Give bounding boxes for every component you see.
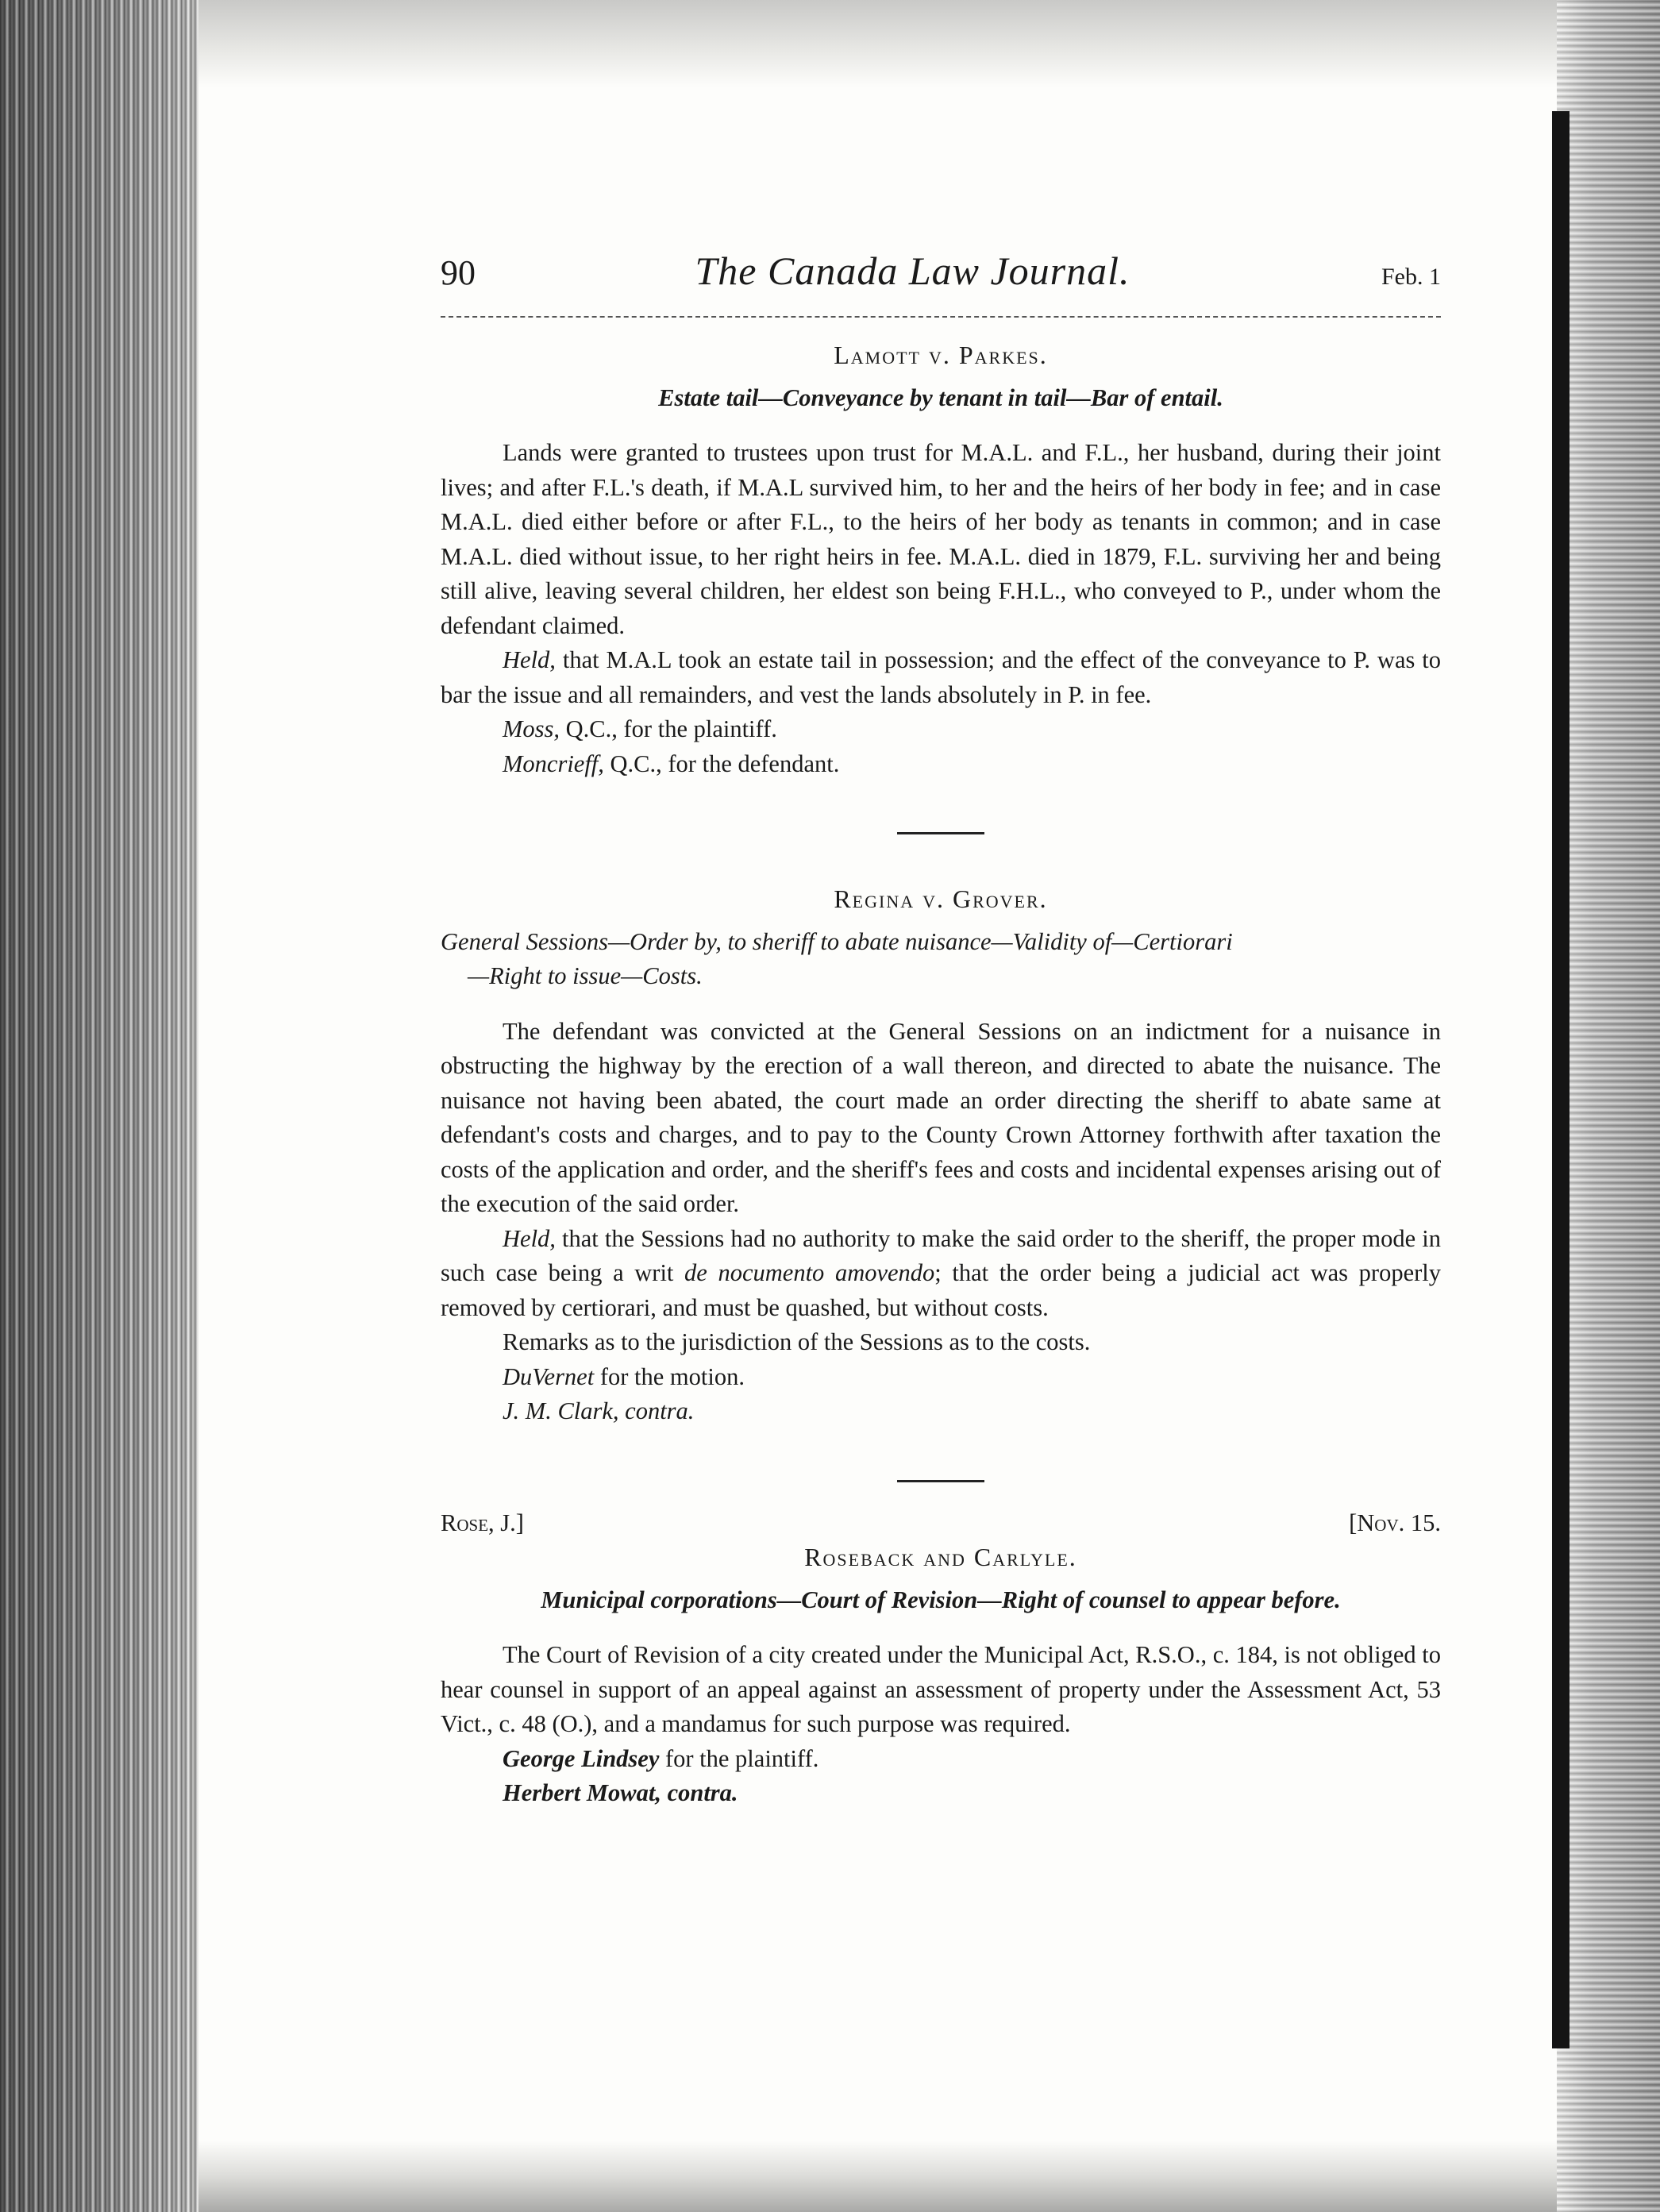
bottom-page-edge	[198, 2141, 1557, 2212]
counsel-role: contra.	[661, 1779, 738, 1806]
case-headnote: Estate tail—Conveyance by tenant in tail—Bar of entail.	[658, 383, 1223, 411]
judge-name: Rose, J.]	[441, 1509, 524, 1536]
journal-page	[441, 249, 1441, 1811]
held-text-end: ; that the order being a judicial act was properly removed by certiorari, and must be quashed, but without costs.	[441, 1259, 1441, 1321]
counsel-name: J. M. Clark,	[503, 1397, 619, 1424]
counsel-role: contra.	[618, 1397, 695, 1424]
held-text: that the Sessions had no authority to make the said order to the sheriff, the proper mode in such case being a writ	[441, 1224, 1441, 1286]
case-headnote: Municipal corporations—Court of Revision—Right of counsel to appear before.	[541, 1586, 1341, 1613]
header-rule	[441, 316, 1441, 318]
case-facts: The defendant was convicted at the General Sessions on an indictment for a nuisance in obstructing the highway by the erection of a wall thereon, and directed to abate the nuisance. The nuisance not having been abated, the court made an order directing the sheriff to abate same at defendant's costs and charges, and to pay to the County Crown Attorney forthwith after taxation the costs of the application and order, and the sheriff's fees and costs and incidental expenses arising out of the execution of the said order.	[441, 1017, 1441, 1217]
writ-name: de nocumento amovendo	[684, 1259, 935, 1286]
counsel-role: Q.C., for the defendant.	[603, 750, 840, 777]
counsel-contra	[441, 1776, 1441, 1811]
counsel-defendant	[441, 747, 1441, 782]
counsel-name: DuVernet	[503, 1362, 595, 1390]
case-headnote	[441, 925, 1441, 994]
running-header	[441, 249, 1441, 310]
case-holding	[441, 1222, 1441, 1326]
counsel-motion	[441, 1360, 1441, 1395]
case-regina-v-grover	[441, 882, 1441, 1429]
journal-title: The Canada Law Journal.	[695, 249, 1130, 293]
case-title: Lamott v. Parkes.	[834, 341, 1048, 369]
counsel-role: Q.C., for the plaintiff.	[560, 715, 777, 742]
case-facts: Lands were granted to trustees upon trust for M.A.L. and F.L., her husband, during their joint lives; and after F.L.'s death, if M.A.L survived him, to her and the heirs of her body in fee; and in case M.A.L. died either before or after F.L., to the heirs of her body as tenants in common; and in case M.A.L. died without issue, to her right heirs in fee. M.A.L. died in 1879, F.L. surviving her and being still alive, leaving several children, her eldest son being F.H.L., who conveyed to P., under whom the defendant claimed.	[441, 439, 1441, 639]
counsel-name: George Lindsey	[503, 1744, 660, 1772]
issue-date: Feb. 1	[1381, 264, 1441, 290]
counsel-role: for the plaintiff.	[659, 1744, 819, 1772]
counsel-plaintiff	[441, 712, 1441, 747]
counsel-name: Herbert Mowat,	[503, 1779, 661, 1806]
top-page-edge	[198, 0, 1557, 87]
case-remarks: Remarks as to the jurisdiction of the Sessions as to the costs.	[503, 1328, 1091, 1355]
case-facts: The Court of Revision of a city created under the Municipal Act, R.S.O., c. 184, is not obliged to hear counsel in support of an appeal against an assessment of property under the Assessment Act, 53 Vict., c. 48 (O.), and a mandamus for such purpose was required.	[441, 1641, 1441, 1737]
held-label: Held,	[503, 1224, 556, 1252]
page-shadow-line	[1552, 111, 1569, 2048]
counsel-contra	[441, 1394, 1441, 1429]
counsel-name: Moss,	[503, 715, 560, 742]
held-label: Held,	[503, 646, 556, 673]
counsel-role: for the motion.	[594, 1362, 745, 1390]
judge-date-line	[441, 1506, 1441, 1541]
case-separator	[897, 832, 984, 834]
right-page-edge	[1557, 0, 1660, 2212]
case-separator	[897, 1480, 984, 1482]
case-roseback-and-carlyle	[441, 1506, 1441, 1811]
book-binding-edge	[0, 0, 198, 2212]
decision-date: [Nov. 15.	[1349, 1509, 1441, 1536]
counsel-name: Moncrieff,	[503, 750, 604, 777]
case-holding	[441, 643, 1441, 712]
headnote-line-2: —Right to issue—Costs.	[468, 962, 703, 989]
page-number: 90	[441, 253, 476, 292]
case-lamott-v-parkes	[441, 338, 1441, 781]
headnote-line-1: General Sessions—Order by, to sheriff to abate nuisance—Validity of—Certiorari	[441, 927, 1233, 955]
case-title: Regina v. Grover.	[834, 884, 1048, 913]
held-text: that M.A.L took an estate tail in possession; and the effect of the conveyance to P. was to bar the issue and all remainders, and vest the lands absolutely in P. in fee.	[441, 646, 1441, 708]
case-title: Roseback and Carlyle.	[804, 1543, 1077, 1571]
counsel-plaintiff	[441, 1742, 1441, 1777]
